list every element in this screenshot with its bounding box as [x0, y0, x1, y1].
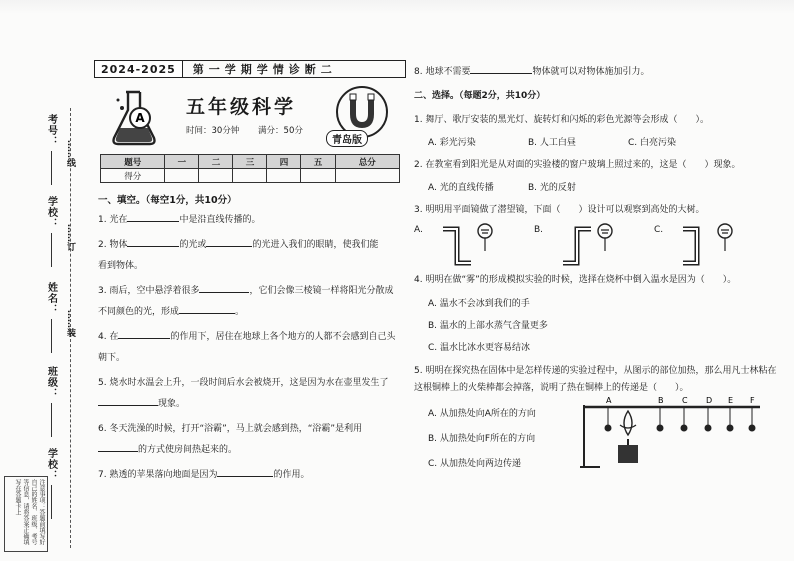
exam-meta	[186, 124, 319, 136]
fill-question-1	[98, 210, 406, 231]
section-1-title: 一、填空。（每空1分，共10分）	[98, 195, 237, 206]
exam-name: 第一学期学情诊断二	[192, 63, 337, 76]
binding-field-class	[28, 366, 74, 437]
school-year: 2024-2025	[95, 61, 183, 77]
question-text: 1. 光在	[98, 215, 128, 225]
question-text: 现象。	[158, 399, 186, 409]
score-cell[interactable]	[267, 169, 301, 183]
binding-label: 考号：	[45, 114, 57, 147]
question-text: 的光进入我们的眼睛，使我们能	[252, 240, 379, 250]
choice-option[interactable]: A. 从加热处向A所在的方向	[428, 409, 536, 419]
answer-blank[interactable]	[217, 467, 273, 477]
question-text: 中是沿直线传播的。	[179, 215, 261, 225]
answer-blank[interactable]	[206, 237, 252, 247]
page-title: 五年级科学	[186, 96, 297, 118]
choice-2-options	[414, 180, 784, 193]
choice-option[interactable]: C. 从加热处向两边传递	[428, 459, 522, 469]
section-2-title: 二、选择。（每题2分，共10分）	[414, 91, 546, 101]
choice-option[interactable]: C. 白亮污染	[628, 138, 677, 148]
score-header-cell: 题号	[101, 155, 165, 169]
edition-badge: 青岛版	[326, 130, 368, 147]
binding-write-line[interactable]	[51, 485, 52, 519]
question-text: 8. 地球不需要	[414, 67, 471, 77]
scan-edge	[0, 0, 794, 14]
exam-title-bar	[94, 60, 406, 78]
exam-full-score: 满分：50分	[258, 126, 303, 136]
fill-question-3	[98, 281, 406, 323]
question-text: 4. 在	[98, 332, 119, 342]
choice-question-4: 4. 明明在做“雾”的形成模拟实验的时候，选择在烧杯中倒入温水是因为（ ）。	[414, 275, 737, 285]
choice-option[interactable]: C. 温水比冰水更容易结冰	[428, 343, 531, 353]
score-table	[100, 154, 400, 183]
choice-1-options	[414, 135, 784, 148]
score-row-label: 得分	[101, 169, 165, 183]
question-text: 5. 烧水时水温会上升，一段时间后水会被烧开，这是因为水在壶里发生了	[98, 378, 389, 388]
binding-label: 班级：	[45, 366, 57, 399]
choice-5-block	[414, 397, 784, 477]
question-text: 朝下。	[98, 353, 126, 363]
notice-box: 注意事项：答题前填写好自己的姓名、班级、考号等信息，请将答案正确填写在答题卡上	[4, 476, 48, 552]
fill-question-8	[414, 64, 784, 79]
binding-label: 学校：	[45, 196, 57, 229]
rod-label-d: D	[706, 396, 713, 405]
score-header-cell: 总分	[335, 155, 400, 169]
question-text: 。	[235, 307, 245, 317]
rod-label-a: A	[606, 396, 612, 405]
answer-blank[interactable]	[127, 237, 179, 247]
option-label: B.	[534, 225, 544, 235]
title-header	[94, 86, 406, 150]
periscope-option-a[interactable]	[414, 221, 534, 269]
choice-option[interactable]: B. 温水的上部水蒸气含量更多	[428, 321, 548, 331]
answer-blank[interactable]	[127, 212, 179, 222]
periscope-option-b[interactable]	[534, 221, 654, 269]
fill-question-6	[98, 419, 406, 461]
rod-label-c: C	[682, 396, 688, 405]
answer-blank[interactable]	[199, 283, 249, 293]
choice-option[interactable]: A. 温水不会冰到我们的手	[428, 299, 530, 309]
right-column	[414, 64, 784, 477]
question-text: 的方式使房间热起来的。	[138, 445, 238, 455]
left-column	[94, 60, 406, 486]
binding-mark-ding: ……订	[65, 224, 75, 251]
binding-label: 姓名：	[45, 282, 57, 315]
score-cell[interactable]	[199, 169, 233, 183]
score-table-row	[101, 169, 400, 183]
choice-question-2: 2. 在教室看到阳光是从对面的实验楼的窗户玻璃上照过来的，这是（ ）现象。	[414, 160, 741, 170]
binding-label: 学校：	[45, 448, 57, 481]
answer-blank[interactable]	[118, 329, 170, 339]
fill-question-4	[98, 327, 406, 369]
score-table-header	[101, 155, 400, 169]
score-header-cell: 二	[199, 155, 233, 169]
rod-label-b: B	[658, 396, 664, 405]
choice-option[interactable]: B. 从加热处向F所在的方向	[428, 434, 536, 444]
answer-blank[interactable]	[98, 396, 158, 406]
choice-option[interactable]: A. 光的直线传播	[428, 183, 494, 193]
score-header-cell: 一	[165, 155, 199, 169]
periscope-c-icon	[669, 221, 739, 269]
choice-question-3: 3. 明明用平面镜做了潜望镜，下面（ ）设计可以观察到高处的大树。	[414, 205, 705, 215]
answer-blank[interactable]	[470, 64, 532, 74]
score-cell[interactable]	[335, 169, 400, 183]
question-text: 6. 冬天洗澡的时候，打开“浴霸”，马上就会感到热，“浴霸”是利用	[98, 424, 363, 434]
binding-write-line[interactable]	[51, 319, 52, 353]
rod-label-e: E	[728, 396, 734, 405]
choice-option[interactable]: B. 人工白昼	[528, 138, 576, 148]
svg-text:A: A	[135, 111, 145, 125]
fill-question-5	[98, 373, 406, 415]
question-text: 7. 熟透的苹果落向地面是因为	[98, 470, 218, 480]
exam-time: 时间：30分钟	[186, 126, 240, 136]
fill-question-7	[98, 465, 406, 486]
question-text: ，它们会像三棱镜一样将阳光分散成	[249, 286, 394, 296]
flask-icon	[106, 88, 164, 146]
option-label: A.	[414, 225, 423, 235]
question-text: 物体就可以对物体施加引力。	[532, 67, 650, 77]
question-text: 2. 物体	[98, 240, 128, 250]
score-cell[interactable]	[301, 169, 335, 183]
choice-option[interactable]: A. 彩光污染	[428, 138, 476, 148]
binding-write-line[interactable]	[51, 403, 52, 437]
score-header-cell: 四	[267, 155, 301, 169]
binding-write-line[interactable]	[51, 151, 52, 185]
question-text: 不同颜色的光，形成	[98, 307, 180, 317]
choice-question-5: 5. 明明在探究热在固体中是怎样传递的实验过程中，从图示的部位加热，那么用凡士林粘在这根铜棒上的火柴棒都会掉落，说明了热在铜棒上的传递是（ ）。	[414, 366, 777, 393]
question-text: 看到物体。	[98, 261, 144, 271]
option-label: C.	[654, 225, 664, 235]
question-text: 3. 雨后，空中悬浮着很多	[98, 286, 200, 296]
periscope-figures	[414, 221, 784, 269]
score-header-cell: 五	[301, 155, 335, 169]
rod-label-f: F	[750, 396, 755, 405]
question-text: 的作用下，居住在地球上各个地方的人都不会感到自己头	[170, 332, 396, 342]
question-text: 的光或	[179, 240, 207, 250]
periscope-b-icon	[549, 221, 619, 269]
choice-4-options	[414, 296, 784, 353]
score-cell[interactable]	[165, 169, 199, 183]
periscope-option-c[interactable]	[654, 221, 774, 269]
periscope-a-icon	[429, 221, 499, 269]
question-text: 的作用。	[273, 470, 310, 480]
choice-5-options	[414, 397, 536, 469]
score-cell[interactable]	[233, 169, 267, 183]
copper-rod-apparatus	[580, 395, 770, 471]
fill-question-2	[98, 235, 406, 277]
answer-blank[interactable]	[179, 304, 235, 314]
binding-mark-line: ……线	[65, 140, 75, 167]
binding-mark-zhuang: ……装	[65, 310, 75, 337]
choice-question-1: 1. 舞厅、歌厅安装的黑光灯、旋转灯和闪烁的彩色光源等会形成（ ）。	[414, 115, 709, 125]
answer-blank[interactable]	[98, 442, 138, 452]
choice-option[interactable]: B. 光的反射	[528, 183, 576, 193]
score-header-cell: 三	[233, 155, 267, 169]
binding-write-line[interactable]	[51, 233, 52, 267]
